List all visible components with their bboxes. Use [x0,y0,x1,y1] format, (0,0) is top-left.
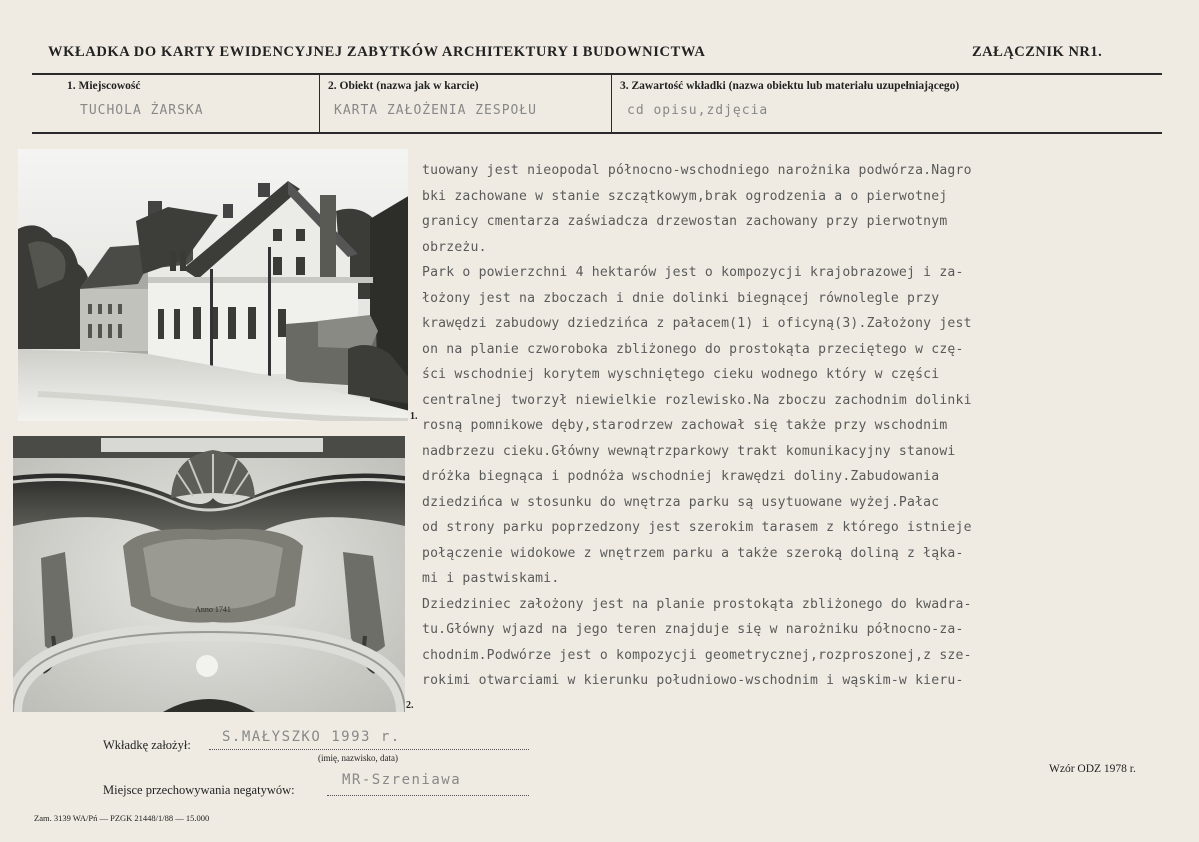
field-divider-2 [611,75,612,132]
field-locality-value: TUCHOLA ŻARSKA [80,103,204,118]
description-line: granicy cmentarza zaświadcza drzewostan zachowany przy pierwotnym [422,214,948,229]
description-line: tuowany jest nieopodal północno-wschodniego narożnika podwórza.Nagro [422,163,972,178]
photo-building [18,149,408,421]
photo-cartouche [13,436,405,712]
negatives-value: MR-Szreniawa [342,772,462,788]
document-title: WKŁADKA DO KARTY EWIDENCYJNEJ ZABYTKÓW ARCHITEKTURY I BUDOWNICTWA [48,44,706,60]
negatives-label: Miejsce przechowywania negatywów: [103,783,295,797]
description-line: obrzeżu. [422,239,487,255]
description-text [422,158,1122,694]
field-object-label: 2. Obiekt (nazwa jak w karcie) [328,80,479,92]
description-line: rokimi otwarciami w kierunku południowo-wschodnim i wąskim-w kieru- [422,673,964,688]
description-line: rosną pomnikowe dęby,starodrzew zachował się także przy wschodnim [422,418,948,433]
description-line: chodnim.Podwórze jest o kompozycji geometrycznej,rozproszonej,z sze- [422,647,972,663]
description-line: centralnej tworzył niewielkie rozlewisko.Na zboczu zachodnim dolinki [422,392,972,408]
cartouche-date: Anno 1741 [195,605,231,614]
description-line: mi i pastwiskami. [422,571,560,586]
field-locality-label: 1. Miejscowość [67,80,141,92]
attachment-number: ZAŁĄCZNIK NR1. [972,44,1103,60]
author-caption: (imię, nazwisko, data) [318,753,398,763]
negatives-dotline [327,795,529,796]
description-line: od strony parku poprzedzony jest szerokim tarasem z którego istnieje [422,520,972,535]
photo2-number: 2. [406,700,414,711]
description-line: dziedzińca w stosunku do wnętrza parku są usytuowane wyżej.Pałac [422,494,940,510]
description-line: łożony jest na zboczach i dnie dolinki biegnącej równolegle przy [422,290,940,306]
description-line: nadbrzezu cieku.Główny wewnątrzparkowy trakt komunikacyjny stanowi [422,443,956,459]
description-line: krawędzi zabudowy dziedzińca z pałacem(1) i oficyną(3).Założony jest [422,316,972,331]
field-divider-1 [319,75,320,132]
print-info: Zam. 3139 WA/Pń — PZGK 21448/1/88 — 15.000 [34,813,210,823]
description-line: on na planie czworoboka zbliżonego do prostokąta przeciętego w czę- [422,341,964,357]
description-line: Park o powierzchni 4 hektarów jest o kompozycji krajobrazowej i za- [422,265,964,280]
field-content-label: 3. Zawartość wkładki (nazwa obiektu lub materiału uzupełniającego) [620,80,960,92]
field-content-value: cd opisu,zdjęcia [627,103,769,118]
photo1-number: 1. [410,411,418,422]
field-object-value: KARTA ZAŁOŻENIA ZESPOŁU [334,103,538,118]
description-line: bki zachowane w stanie szczątkowym,brak ogrodzenia a o pierwotnej [422,188,948,204]
form-version: Wzór ODZ 1978 r. [1049,763,1136,775]
description-line: tu.Główny wjazd na jego teren znajduje się w narożniku północno-za- [422,622,964,637]
author-dotline [209,749,529,750]
author-label: Wkładkę założył: [103,738,191,752]
description-line: Dziedziniec założony jest na planie prostokąta zbliżonego do kwadra- [422,596,972,612]
description-line: ści wschodniej korytem wyschniętego cieku wodnego który w części [422,367,940,382]
header-bottom-rule [32,132,1162,134]
description-line: połączenie widokowe z wnętrzem parku a także szeroką doliną z łąka- [422,545,964,561]
author-value: S.MAŁYSZKO 1993 r. [222,729,401,745]
header-top-rule [32,73,1162,75]
description-line: dróżka biegnąca i podnóża wschodniej krawędzi doliny.Zabudowania [422,469,940,484]
